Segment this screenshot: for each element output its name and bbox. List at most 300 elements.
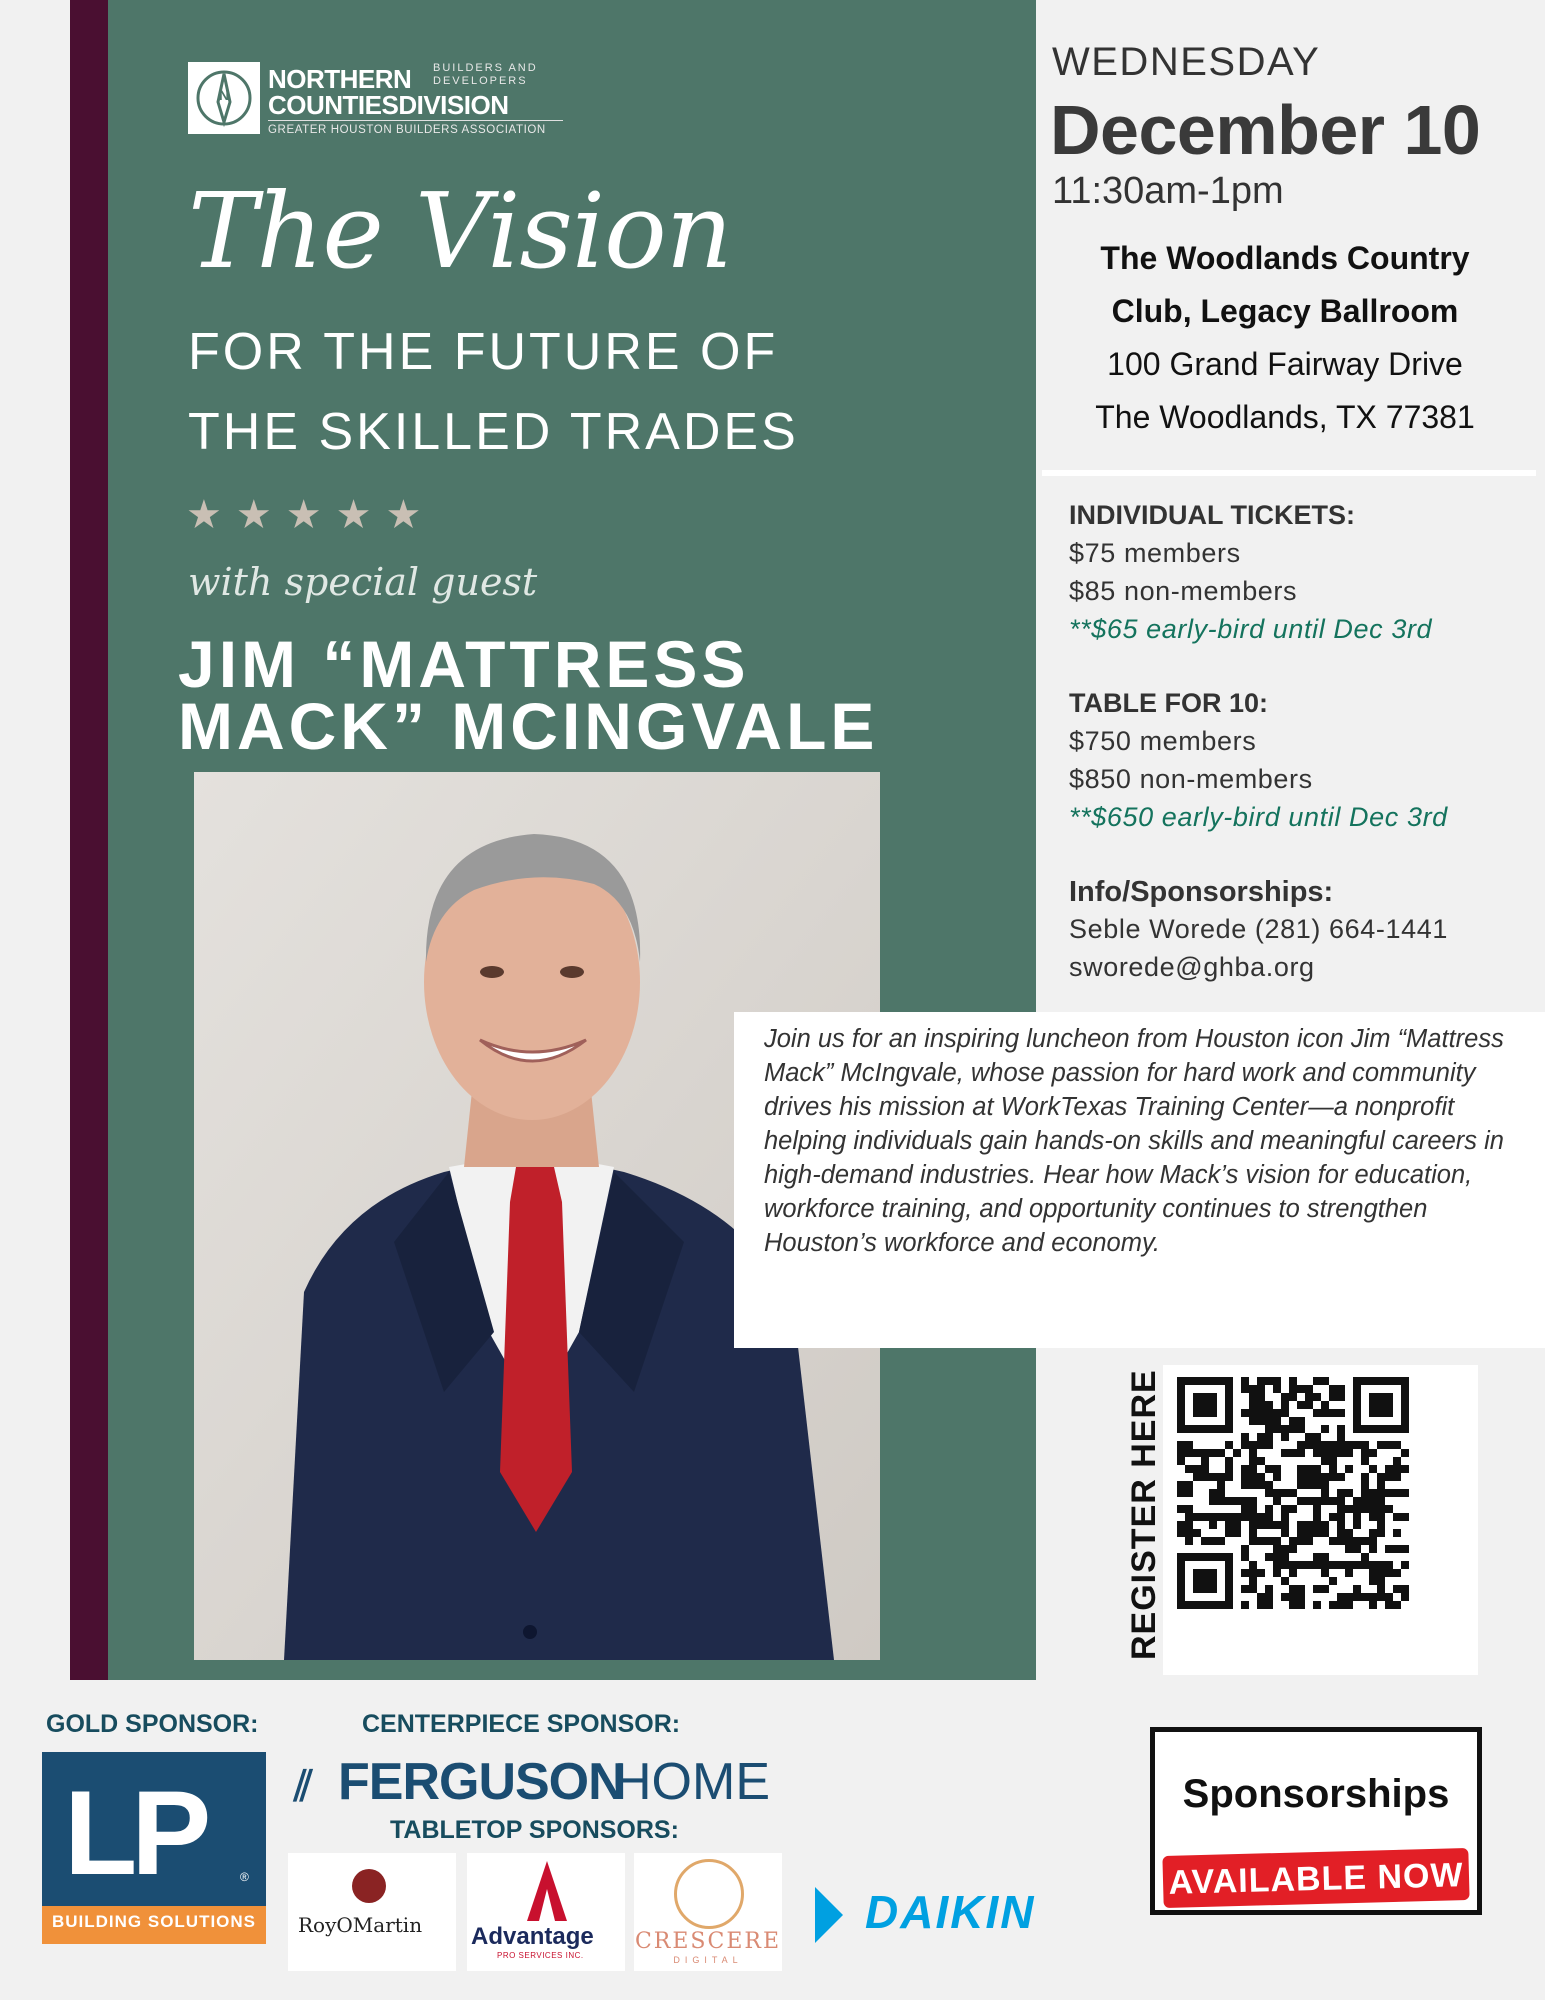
qr-module <box>1185 1505 1193 1513</box>
qr-module <box>1217 1513 1225 1521</box>
qr-module <box>1321 1489 1329 1497</box>
qr-module <box>1289 1545 1297 1553</box>
qr-module <box>1385 1593 1393 1601</box>
qr-module <box>1329 1449 1337 1457</box>
qr-module <box>1369 1489 1377 1497</box>
maroon-accent-bar <box>70 0 108 1680</box>
qr-module <box>1257 1401 1265 1409</box>
qr-module <box>1337 1489 1345 1497</box>
lp-mark: LP <box>64 1766 206 1900</box>
qr-module <box>1265 1481 1273 1489</box>
qr-module <box>1209 1497 1217 1505</box>
qr-module <box>1185 1521 1193 1529</box>
qr-module <box>1361 1449 1369 1457</box>
qr-module <box>1313 1529 1321 1537</box>
qr-module <box>1321 1449 1329 1457</box>
qr-module <box>1321 1585 1329 1593</box>
qr-module <box>1321 1561 1329 1569</box>
qr-module <box>1201 1465 1209 1473</box>
contact-phone: Seble Worede (281) 664-1441 <box>1069 914 1448 944</box>
qr-module <box>1241 1465 1249 1473</box>
qr-module <box>1265 1601 1273 1609</box>
qr-module <box>1385 1561 1393 1569</box>
gold-sponsor-heading: GOLD SPONSOR: <box>46 1710 259 1738</box>
qr-module <box>1217 1497 1225 1505</box>
qr-module <box>1345 1537 1353 1545</box>
qr-module <box>1345 1601 1353 1609</box>
qr-module <box>1249 1481 1257 1489</box>
qr-module <box>1369 1577 1377 1585</box>
logo-association: GREATER HOUSTON BUILDERS ASSOCIATION <box>268 124 546 136</box>
qr-module <box>1345 1529 1353 1537</box>
qr-module <box>1265 1537 1273 1545</box>
qr-module <box>1361 1593 1369 1601</box>
qr-module <box>1201 1449 1209 1457</box>
qr-module <box>1177 1449 1185 1457</box>
royomartin-emblem-icon <box>352 1869 386 1903</box>
qr-module <box>1305 1433 1313 1441</box>
qr-module <box>1329 1473 1337 1481</box>
qr-module <box>1273 1553 1281 1561</box>
qr-module <box>1249 1473 1257 1481</box>
qr-module <box>1305 1537 1313 1545</box>
qr-module <box>1393 1569 1401 1577</box>
qr-module <box>1217 1473 1225 1481</box>
qr-module <box>1185 1489 1193 1497</box>
qr-module <box>1209 1489 1217 1497</box>
individual-tickets-heading: INDIVIDUAL TICKETS: <box>1069 500 1356 530</box>
qr-module <box>1329 1457 1337 1465</box>
qr-module <box>1265 1433 1273 1441</box>
qr-module <box>1249 1577 1257 1585</box>
qr-module <box>1385 1505 1393 1513</box>
qr-module <box>1305 1481 1313 1489</box>
qr-module <box>1393 1545 1401 1553</box>
qr-module <box>1185 1537 1193 1545</box>
qr-module <box>1273 1489 1281 1497</box>
qr-module <box>1281 1545 1289 1553</box>
qr-module <box>1377 1505 1385 1513</box>
qr-module <box>1361 1441 1369 1449</box>
qr-module <box>1249 1569 1257 1577</box>
qr-module <box>1289 1569 1297 1577</box>
qr-module <box>1305 1561 1313 1569</box>
qr-module <box>1321 1425 1329 1433</box>
qr-module <box>1297 1441 1305 1449</box>
qr-module <box>1257 1457 1265 1465</box>
qr-module <box>1249 1441 1257 1449</box>
qr-module <box>1225 1473 1233 1481</box>
qr-module <box>1265 1425 1273 1433</box>
qr-module <box>1369 1593 1377 1601</box>
qr-module <box>1265 1553 1273 1561</box>
ferguson-slash-icon: ⫽ <box>294 1762 313 1809</box>
qr-module <box>1337 1593 1345 1601</box>
qr-module <box>1249 1457 1257 1465</box>
qr-module <box>1273 1537 1281 1545</box>
qr-module <box>1401 1545 1409 1553</box>
description-box <box>734 1012 1545 1348</box>
qr-module <box>1305 1473 1313 1481</box>
qr-module <box>1289 1537 1297 1545</box>
qr-module <box>1273 1521 1281 1529</box>
event-date: December 10 <box>1050 91 1481 169</box>
qr-module <box>1297 1473 1305 1481</box>
qr-module <box>1393 1585 1401 1593</box>
qr-module <box>1313 1513 1321 1521</box>
qr-module <box>1217 1449 1225 1457</box>
logo-northern: NORTHERN <box>268 64 412 94</box>
qr-module <box>1329 1577 1337 1585</box>
qr-module <box>1329 1441 1337 1449</box>
qr-module <box>1177 1489 1185 1497</box>
qr-module <box>1321 1529 1329 1537</box>
qr-module <box>1313 1561 1321 1569</box>
qr-module <box>1377 1473 1385 1481</box>
qr-module <box>1281 1449 1289 1457</box>
qr-module <box>1289 1601 1297 1609</box>
qr-module <box>1249 1537 1257 1545</box>
qr-module <box>1265 1441 1273 1449</box>
qr-module <box>1241 1569 1249 1577</box>
qr-module <box>1273 1561 1281 1569</box>
qr-module <box>1249 1521 1257 1529</box>
qr-module <box>1281 1561 1289 1569</box>
qr-module <box>1241 1441 1249 1449</box>
qr-module <box>1225 1521 1233 1529</box>
qr-module <box>1289 1393 1297 1401</box>
qr-module <box>1225 1529 1233 1537</box>
qr-module <box>1361 1497 1369 1505</box>
royomartin-logo <box>288 1853 456 1971</box>
qr-module <box>1241 1433 1249 1441</box>
qr-module <box>1257 1569 1265 1577</box>
qr-module <box>1385 1489 1393 1497</box>
qr-module <box>1337 1561 1345 1569</box>
qr-module <box>1209 1537 1217 1545</box>
qr-module <box>1345 1449 1353 1457</box>
qr-module <box>1281 1401 1289 1409</box>
qr-module <box>1361 1505 1369 1513</box>
register-here-label: REGISTER HERE <box>1125 1369 1163 1660</box>
qr-module <box>1273 1425 1281 1433</box>
venue-address-line2: The Woodlands, TX 77381 <box>1095 399 1475 435</box>
qr-module <box>1289 1385 1297 1393</box>
qr-module <box>1353 1513 1361 1521</box>
qr-module <box>1177 1505 1185 1513</box>
qr-module <box>1313 1497 1321 1505</box>
qr-module <box>1329 1601 1337 1609</box>
qr-module <box>1265 1513 1273 1521</box>
qr-module <box>1273 1473 1281 1481</box>
qr-module <box>1233 1513 1241 1521</box>
qr-module <box>1337 1393 1345 1401</box>
qr-module <box>1369 1529 1377 1537</box>
qr-module <box>1305 1529 1313 1537</box>
qr-module <box>1313 1465 1321 1473</box>
qr-module <box>1265 1489 1273 1497</box>
qr-module <box>1177 1481 1185 1489</box>
qr-module <box>1337 1473 1345 1481</box>
qr-module <box>1225 1513 1233 1521</box>
qr-module <box>1337 1601 1345 1609</box>
qr-module <box>1273 1465 1281 1473</box>
qr-module <box>1257 1409 1265 1417</box>
qr-module <box>1193 1513 1201 1521</box>
qr-module <box>1369 1497 1377 1505</box>
qr-module <box>1289 1593 1297 1601</box>
qr-module <box>1313 1441 1321 1449</box>
qr-module <box>1281 1425 1289 1433</box>
qr-module <box>1257 1385 1265 1393</box>
qr-module <box>1297 1465 1305 1473</box>
qr-module <box>1185 1465 1193 1473</box>
qr-module <box>1297 1401 1305 1409</box>
qr-module <box>1313 1473 1321 1481</box>
individual-price-members: $75 members <box>1069 538 1241 568</box>
qr-module <box>1241 1545 1249 1553</box>
qr-module <box>1401 1449 1409 1457</box>
qr-module <box>1257 1441 1265 1449</box>
qr-module <box>1353 1521 1361 1529</box>
qr-module <box>1249 1417 1257 1425</box>
qr-module <box>1393 1457 1401 1465</box>
qr-module <box>1401 1561 1409 1569</box>
qr-module <box>1329 1561 1337 1569</box>
daikin-wordmark: DAIKIN <box>865 1886 1036 1938</box>
qr-module <box>1193 1449 1201 1457</box>
ferguson-home-wordmark: HOME <box>614 1753 770 1811</box>
qr-module <box>1385 1441 1393 1449</box>
qr-module <box>1289 1489 1297 1497</box>
lp-subtitle: BUILDING SOLUTIONS <box>51 1912 257 1931</box>
qr-module <box>1313 1585 1321 1593</box>
qr-module <box>1385 1545 1393 1553</box>
qr-module <box>1281 1593 1289 1601</box>
qr-module <box>1369 1465 1377 1473</box>
qr-module <box>1337 1529 1345 1537</box>
qr-module <box>1377 1513 1385 1521</box>
qr-module <box>1321 1569 1329 1577</box>
qr-module <box>1273 1409 1281 1417</box>
qr-module <box>1401 1489 1409 1497</box>
qr-module <box>1233 1521 1241 1529</box>
details-divider <box>1042 470 1536 476</box>
qr-module <box>1265 1377 1273 1385</box>
qr-module <box>1305 1497 1313 1505</box>
qr-module <box>1321 1497 1329 1505</box>
qr-module <box>1241 1377 1249 1385</box>
qr-module <box>1289 1561 1297 1569</box>
qr-module <box>1337 1441 1345 1449</box>
qr-module <box>1265 1401 1273 1409</box>
contact-email[interactable]: sworede@ghba.org <box>1069 952 1315 982</box>
qr-module <box>1185 1481 1193 1489</box>
qr-module <box>1353 1441 1361 1449</box>
qr-module <box>1345 1441 1353 1449</box>
qr-module <box>1257 1601 1265 1609</box>
qr-module <box>1377 1593 1385 1601</box>
lp-registered-mark: ® <box>240 1870 249 1884</box>
advantage-logo <box>467 1853 625 1971</box>
qr-module <box>1337 1513 1345 1521</box>
qr-module <box>1329 1465 1337 1473</box>
qr-module <box>1377 1441 1385 1449</box>
daikin-logo <box>815 1885 1077 1945</box>
event-day: WEDNESDAY <box>1052 40 1321 84</box>
qr-module <box>1265 1505 1273 1513</box>
qr-module <box>1257 1473 1265 1481</box>
qr-module <box>1329 1513 1337 1521</box>
qr-module <box>1313 1481 1321 1489</box>
qr-module <box>1321 1481 1329 1489</box>
qr-module <box>1281 1409 1289 1417</box>
qr-module <box>1241 1505 1249 1513</box>
qr-module <box>1249 1505 1257 1513</box>
qr-module <box>1209 1521 1217 1529</box>
qr-module <box>1241 1473 1249 1481</box>
qr-module <box>1361 1537 1369 1545</box>
qr-module <box>1393 1489 1401 1497</box>
qr-module <box>1185 1449 1193 1457</box>
qr-module <box>1321 1441 1329 1449</box>
qr-module <box>1329 1409 1337 1417</box>
qr-module <box>1233 1497 1241 1505</box>
qr-module <box>1185 1441 1193 1449</box>
table-tickets-heading: TABLE FOR 10: <box>1069 688 1269 718</box>
qr-module <box>1345 1465 1353 1473</box>
event-subtitle-line1: FOR THE FUTURE OF <box>188 323 779 381</box>
qr-module <box>1297 1585 1305 1593</box>
qr-module <box>1353 1497 1361 1505</box>
qr-module <box>1249 1561 1257 1569</box>
star-rating-icon: ★★★★★ <box>186 493 436 537</box>
qr-module <box>1329 1537 1337 1545</box>
qr-module <box>1201 1513 1209 1521</box>
crescere-subtitle: DIGITAL <box>673 1955 743 1965</box>
qr-finder-square <box>1193 1393 1217 1417</box>
qr-module <box>1201 1457 1209 1465</box>
qr-module <box>1313 1449 1321 1457</box>
qr-module <box>1305 1521 1313 1529</box>
crescere-wordmark: CRESCERE <box>634 1929 782 1954</box>
qr-module <box>1249 1409 1257 1417</box>
guest-name-line2: MACK” MCINGVALE <box>178 689 879 763</box>
qr-module <box>1233 1449 1241 1457</box>
qr-module <box>1377 1529 1385 1537</box>
qr-module <box>1369 1505 1377 1513</box>
qr-module <box>1233 1529 1241 1537</box>
qr-module <box>1369 1569 1377 1577</box>
qr-module <box>1353 1585 1361 1593</box>
qr-module <box>1337 1505 1345 1513</box>
qr-module <box>1281 1577 1289 1585</box>
qr-module <box>1217 1489 1225 1497</box>
qr-module <box>1313 1601 1321 1609</box>
qr-module <box>1241 1497 1249 1505</box>
available-now-badge[interactable] <box>1162 1848 1469 1908</box>
ghba-logo <box>188 62 563 142</box>
qr-module <box>1345 1569 1353 1577</box>
qr-module <box>1209 1513 1217 1521</box>
qr-module <box>1369 1537 1377 1545</box>
guest-name-line1: JIM “MATTRESS <box>178 627 750 701</box>
qr-module <box>1401 1585 1409 1593</box>
qr-module <box>1385 1601 1393 1609</box>
qr-module <box>1297 1529 1305 1537</box>
qr-module <box>1305 1401 1313 1409</box>
qr-module <box>1385 1473 1393 1481</box>
qr-module <box>1393 1513 1401 1521</box>
qr-module <box>1313 1393 1321 1401</box>
qr-module <box>1385 1465 1393 1473</box>
qr-module <box>1225 1465 1233 1473</box>
sponsorships-callout[interactable] <box>1150 1727 1482 1915</box>
qr-module <box>1377 1489 1385 1497</box>
qr-module <box>1273 1497 1281 1505</box>
qr-module <box>1241 1553 1249 1561</box>
table-price-members: $750 members <box>1069 726 1257 756</box>
venue-name-line2: Club, Legacy Ballroom <box>1111 293 1459 329</box>
qr-module <box>1361 1553 1369 1561</box>
qr-module <box>1281 1521 1289 1529</box>
info-sponsorships-heading: Info/Sponsorships: <box>1069 876 1334 908</box>
qr-module <box>1289 1505 1297 1513</box>
qr-module <box>1289 1585 1297 1593</box>
qr-module <box>1265 1593 1273 1601</box>
qr-module <box>1289 1417 1297 1425</box>
qr-module <box>1313 1553 1321 1561</box>
qr-module <box>1369 1449 1377 1457</box>
qr-module <box>1257 1393 1265 1401</box>
qr-module <box>1209 1449 1217 1457</box>
qr-module <box>1177 1529 1185 1537</box>
qr-module <box>1297 1481 1305 1489</box>
available-now-label: AVAILABLE NOW <box>1168 1856 1464 1902</box>
crescere-logo <box>634 1853 782 1971</box>
qr-module <box>1257 1417 1265 1425</box>
qr-module <box>1257 1513 1265 1521</box>
qr-module <box>1393 1441 1401 1449</box>
qr-module <box>1393 1529 1401 1537</box>
qr-module <box>1241 1601 1249 1609</box>
register-qr-code[interactable] <box>1163 1365 1478 1675</box>
qr-module <box>1321 1553 1329 1561</box>
qr-module <box>1193 1473 1201 1481</box>
qr-module <box>1249 1393 1257 1401</box>
qr-module <box>1177 1457 1185 1465</box>
qr-module <box>1201 1473 1209 1481</box>
individual-price-nonmembers: $85 non-members <box>1069 576 1298 606</box>
qr-module <box>1241 1481 1249 1489</box>
logo-counties-division: COUNTIESDIVISION <box>268 90 509 120</box>
qr-module <box>1329 1497 1337 1505</box>
qr-module <box>1265 1585 1273 1593</box>
qr-module <box>1297 1425 1305 1433</box>
qr-module <box>1249 1385 1257 1393</box>
qr-module <box>1361 1561 1369 1569</box>
qr-module <box>1377 1521 1385 1529</box>
qr-module <box>1345 1561 1353 1569</box>
compass-logo-icon <box>188 62 260 134</box>
qr-module <box>1361 1481 1369 1489</box>
event-subtitle-line2: THE SKILLED TRADES <box>188 403 799 461</box>
qr-module <box>1225 1441 1233 1449</box>
qr-module <box>1249 1401 1257 1409</box>
qr-module <box>1345 1505 1353 1513</box>
logo-divider <box>268 120 563 121</box>
qr-module <box>1257 1521 1265 1529</box>
